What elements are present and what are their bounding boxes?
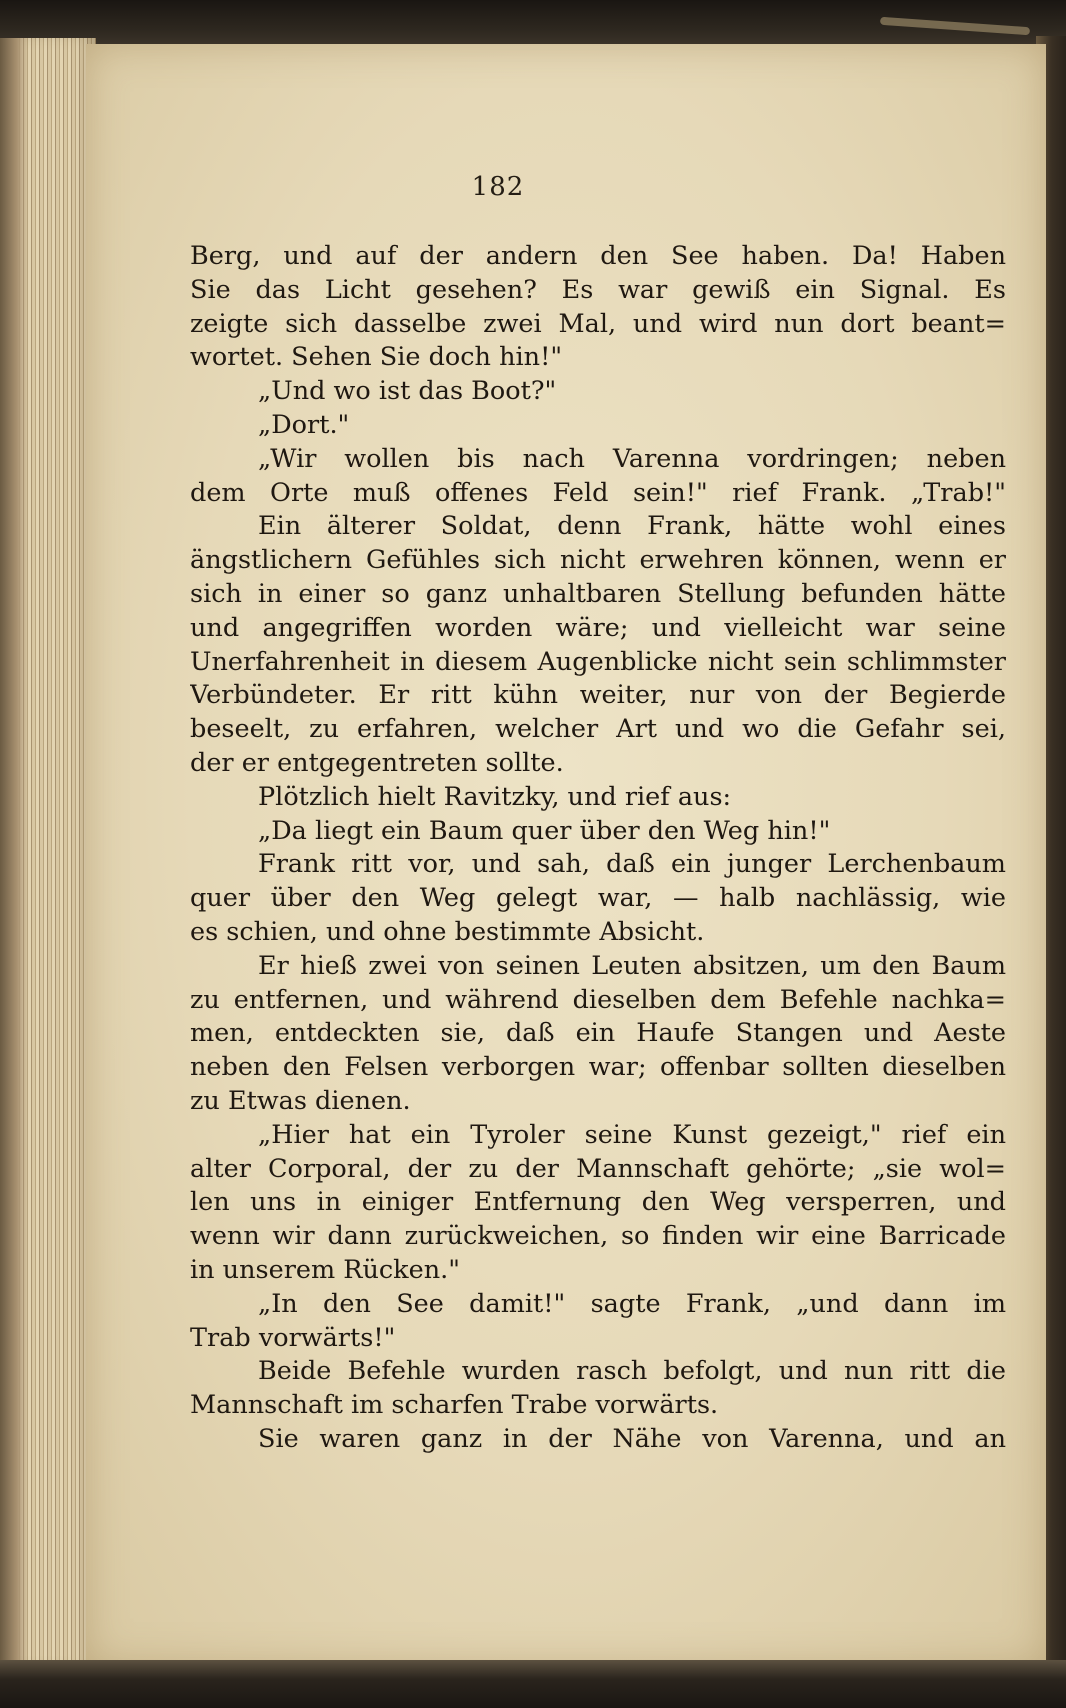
text-line: Er hieß zwei von seinen Leuten absitzen, um den Baum	[258, 950, 1006, 981]
text-line: „Wir wollen bis nach Varenna vordringen; neben	[258, 443, 1006, 474]
text-line: Beide Befehle wurden rasch befolgt, und nun ritt die	[258, 1356, 1006, 1387]
text-line: Mannschaft im scharfen Trabe vorwärts.	[190, 1390, 719, 1421]
page-number: 182	[471, 172, 525, 202]
text-line: neben den Felsen verborgen war; offenbar sollten dieselben	[190, 1052, 1006, 1083]
text-line: Plötzlich hielt Ravitzky, und rief aus:	[258, 781, 732, 812]
text-line: len uns in einiger Entfernung den Weg versperren, und	[190, 1187, 1006, 1218]
text-line: es schien, und ohne bestimmte Absicht.	[190, 916, 705, 947]
text-line: alter Corporal, der zu der Mannschaft gehörte; „sie wol=	[190, 1153, 1006, 1184]
text-line: zeigte sich dasselbe zwei Mal, und wird nun dort beant=	[190, 308, 1006, 339]
text-line: und angegriffen worden wäre; und vielleicht war seine	[190, 612, 1006, 643]
text-line: ängstlichern Gefühles sich nicht erwehren können, wenn er	[190, 545, 1006, 576]
text-line: „Dort."	[258, 409, 350, 440]
text-line: wenn wir dann zurückweichen, so finden wir eine Barricade	[190, 1221, 1006, 1252]
text-line: zu entfernen, und während dieselben dem Befehle nachka=	[190, 984, 1006, 1015]
page-edges	[0, 38, 96, 1668]
text-line: „Hier hat ein Tyroler seine Kunst gezeigt," rief ein	[258, 1119, 1006, 1150]
text-line: Unerfahrenheit in diesem Augenblicke nicht sein schlimmster	[190, 646, 1006, 677]
scan-bottom-border	[0, 1660, 1066, 1708]
text-line: zu Etwas dienen.	[190, 1085, 411, 1116]
text-line: „Da liegt ein Baum quer über den Weg hin!"	[258, 815, 831, 846]
text-line: dem Orte muß offenes Feld sein!" rief Frank. „Trab!"	[190, 477, 1006, 508]
text-line: „In den See damit!" sagte Frank, „und dann im	[258, 1288, 1006, 1319]
text-line: Sie das Licht gesehen? Es war gewiß ein Signal. Es	[190, 274, 1006, 305]
text-line: wortet. Sehen Sie doch hin!"	[190, 342, 563, 373]
text-line: Sie waren ganz in der Nähe von Varenna, und an	[258, 1423, 1006, 1454]
text-line: „Und wo ist das Boot?"	[258, 376, 557, 407]
text-line: Trab vorwärts!"	[190, 1322, 396, 1353]
text-line: sich in einer so ganz unhaltbaren Stellung befunden hätte	[190, 578, 1006, 609]
text-line: beseelt, zu erfahren, welcher Art und wo die Gefahr sei,	[190, 714, 1006, 745]
text-line: in unserem Rücken."	[190, 1254, 460, 1285]
page-text	[190, 240, 1006, 1457]
text-line: Ein älterer Soldat, denn Frank, hätte wohl eines	[258, 511, 1006, 542]
text-line: men, entdeckten sie, daß ein Haufe Stangen und Aeste	[190, 1018, 1006, 1049]
text-line: Berg, und auf der andern den See haben. Da! Haben	[190, 241, 1006, 271]
text-line: quer über den Weg gelegt war, — halb nachlässig, wie	[190, 883, 1006, 914]
text-line: Frank ritt vor, und sah, daß ein junger Lerchenbaum	[258, 849, 1006, 880]
text-line: Verbündeter. Er ritt kühn weiter, nur von der Begierde	[190, 680, 1006, 711]
text-line: der er entgegentreten sollte.	[190, 747, 564, 778]
